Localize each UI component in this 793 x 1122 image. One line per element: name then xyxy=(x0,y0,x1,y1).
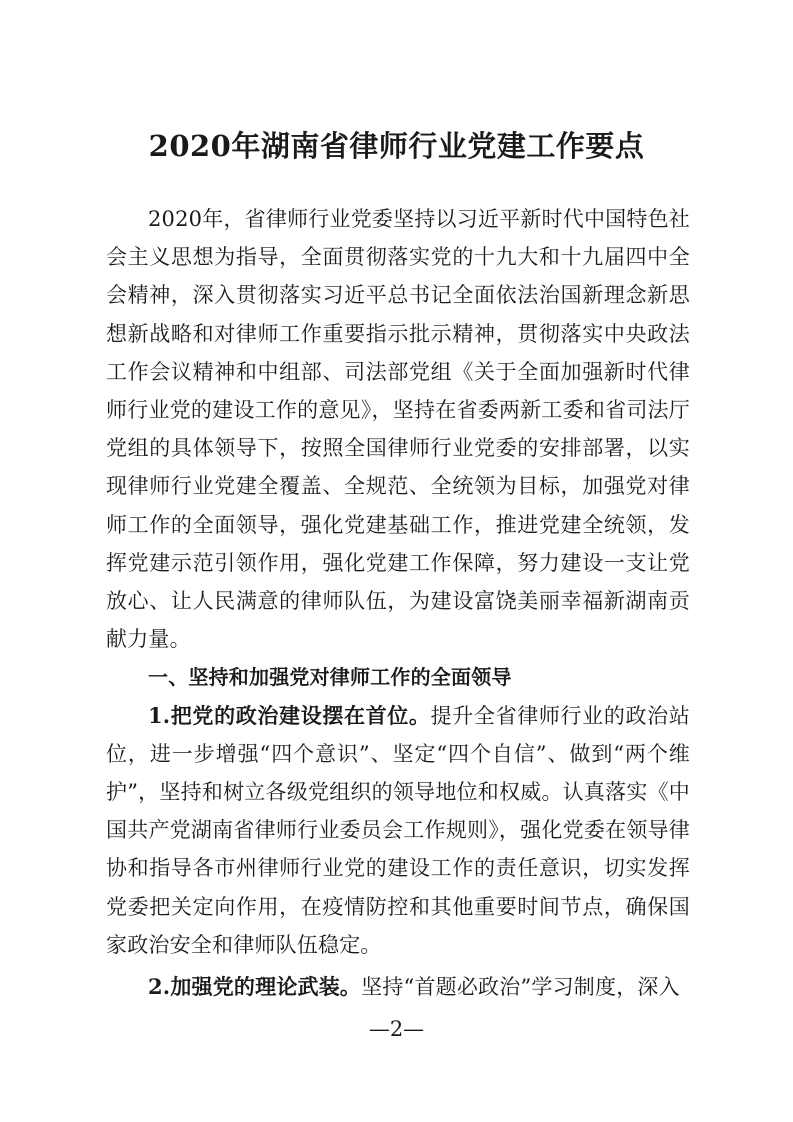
document-body xyxy=(106,200,690,1006)
intro-paragraph: 2020年，省律师行业党委坚持以习近平新时代中国特色社会主义思想为指导，全面贯彻落实党的十九大和十九届四中全会精神，深入贯彻落实习近平总书记全面依法治国新理念新思想新战略和对律师工作重要指示批示精神，贯彻落实中央政法工作会议精神和中组部、司法部党组《关于全面加强新时代律师行业党的建设工作的意见》，坚持在省委两新工委和省司法厅党组的具体领导下，按照全国律师行业党委的安排部署，以实现律师行业党建全覆盖、全规范、全统领为目标，加强党对律师工作的全面领导，强化党建基础工作，推进党建全统领，发挥党建示范引领作用，强化党建工作保障，努力建设一支让党放心、让人民满意的律师队伍，为建设富饶美丽幸福新湖南贡献力量。 xyxy=(106,207,690,652)
item-2-lead: 2.加强党的理论武装。 xyxy=(148,974,362,1000)
section-heading-1: 一、坚持和加强党对律师工作的全面领导 xyxy=(148,665,512,690)
item-1-paragraph xyxy=(106,697,690,964)
page-number: —2— xyxy=(368,1017,425,1041)
document-title: 2020年湖南省律师行业党建工作要点 xyxy=(148,129,645,163)
item-1-lead: 1.把党的政治建设摆在首位。 xyxy=(148,702,431,728)
item-1-text: 提升全省律师行业的政治站位，进一步增强“四个意识”、坚定“四个自信”、做到“两个维护”，坚持和树立各级党组织的领导地位和权威。认真落实《中国共产党湖南省律师行业委员会工作规则》，强化党委在领导律协和指导各市州律师行业党的建设工作的责任意识，切实发挥党委把关定向作用，在疫情防控和其他重要时间节点，确保国家政治安全和律师队伍稳定。 xyxy=(106,703,690,957)
item-2-text: 坚持“首题必政治”学习制度，深入 xyxy=(361,975,680,1000)
item-2-paragraph xyxy=(106,968,690,1006)
